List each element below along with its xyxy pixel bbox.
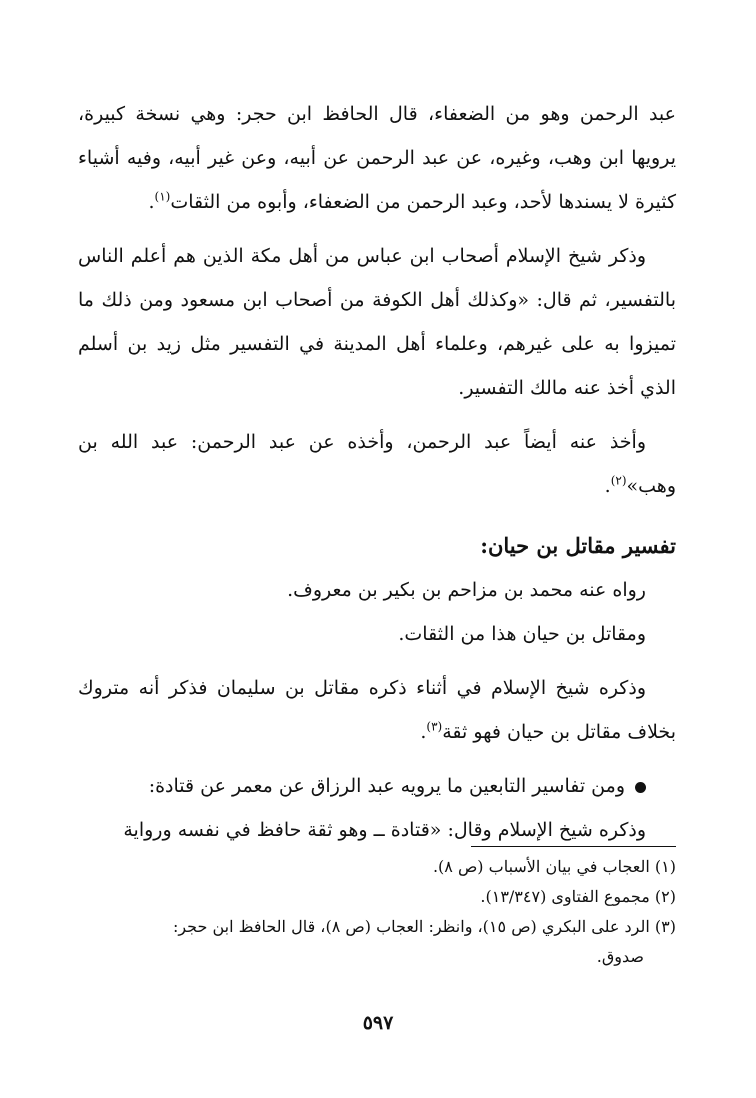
paragraph-3-end: .	[604, 475, 611, 497]
bullet-dot-icon	[635, 782, 646, 793]
section-heading: تفسير مقاتل بن حيان:	[480, 533, 676, 558]
paragraph-1-end: .	[148, 191, 155, 213]
footnote-2: (٢) مجموع الفتاوى (١٣/٣٤٧).	[480, 887, 676, 906]
page-number: ٥٩٧	[362, 1012, 394, 1034]
paragraph-1-text: عبد الرحمن وهو من الضعفاء، قال الحافظ ابن حجر: وهي نسخة كبيرة، يرويها ابن وهب، وغيره، عن عبد الرحمن عن أبيه، وعن غير أبيه، وفيه أشياء كثيرة لا يسندها لأحد، وعبد الرحمن من الضعفاء، وأبوه من الثقات	[78, 103, 676, 213]
paragraph-6	[78, 666, 676, 754]
bullet-item-text: ومن تفاسير التابعين ما يرويه عبد الرزاق عن معمر عن قتادة:	[148, 775, 625, 797]
paragraph-7: وذكره شيخ الإسلام وقال: «قتادة ــ وهو ثقة حافظ في نفسه ورواية	[123, 819, 646, 841]
paragraph-5: ومقاتل بن حيان هذا من الثقات.	[398, 623, 646, 645]
paragraph-3-text: وأخذ عنه أيضاً عبد الرحمن، وأخذه عن عبد الرحمن: عبد الله بن وهب»	[78, 431, 676, 497]
footnote-ref-1: (١)	[154, 189, 171, 204]
paragraph-3	[78, 420, 676, 508]
paragraph-1	[78, 92, 676, 224]
paragraph-6-end: .	[420, 721, 427, 743]
footnote-3: (٣) الرد على البكري (ص ١٥)، وانظر: العجاب (ص ٨)، قال الحافظ ابن حجر:	[172, 917, 676, 936]
footnote-1: (١) العجاب في بيان الأسباب (ص ٨).	[432, 857, 676, 876]
paragraph-2: وذكر شيخ الإسلام أصحاب ابن عباس من أهل مكة الذين هم أعلم الناس بالتفسير، ثم قال: «وكذلك أهل الكوفة من أصحاب ابن مسعود ومن ذلك ما تميزوا به على غيرهم، وعلماء أهل المدينة في التفسير مثل زيد بن أسلم الذي أخذ عنه مالك التفسير.	[78, 245, 676, 399]
main-text	[78, 92, 676, 852]
footnotes	[78, 852, 676, 972]
paragraph-6-text: وذكره شيخ الإسلام في أثناء ذكره مقاتل بن سليمان فذكر أنه متروك بخلاف مقاتل بن حيان فهو ثقة	[78, 677, 676, 743]
paragraph-4: رواه عنه محمد بن مزاحم بن بكير بن معروف.	[287, 579, 646, 601]
bullet-item	[78, 764, 676, 808]
footnote-separator	[471, 846, 676, 847]
footnote-3-continuation: صدوق.	[596, 947, 644, 966]
footnote-ref-2: (٢)	[610, 473, 627, 488]
footnote-ref-3: (٣)	[426, 719, 443, 734]
